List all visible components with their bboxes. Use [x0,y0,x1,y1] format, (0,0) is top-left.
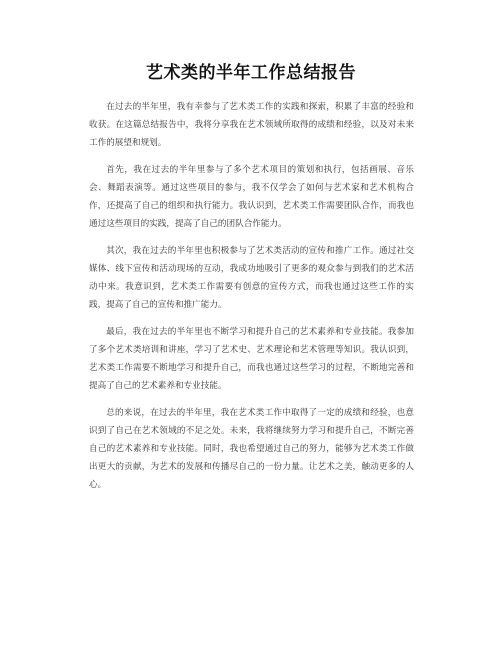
paragraph-learning: 最后，我在过去的半年里也不断学习和提升自己的艺术素养和专业技能。我参加了多个艺术类培训和讲座，学习了艺术史、艺术理论和艺术管理等知识。我认识到，艺术类工作需要不断地学习和提升自己，而我也通过这些学习的过程，不断地完善和提高了自己的艺术素养和专业技能。 [89,327,414,391]
paragraph-intro: 在过去的半年里，我有幸参与了艺术类工作的实践和探索，积累了丰富的经验和收获。在这篇总结报告中，我将分享我在艺术领域所取得的成绩和经验，以及对未来工作的展望和规划。 [89,102,414,148]
document-body [89,98,414,503]
paragraph-projects: 首先，我在过去的半年里参与了多个艺术项目的策划和执行，包括画展、音乐会、舞蹈表演等。通过这些项目的参与，我不仅学会了如何与艺术家和艺术机构合作，还提高了自己的组织和执行能力。我认识到，艺术类工作需要团队合作，而我也通过这些项目的实践，提高了自己的团队合作能力。 [89,165,414,229]
document-title: 艺术类的半年工作总结报告 [146,63,356,83]
paragraph-promotion: 其次，我在过去的半年里也积极参与了艺术类活动的宣传和推广工作。通过社交媒体、线下宣传和活动现场的互动，我成功地吸引了更多的观众参与到我们的艺术活动中来。我意识到，艺术类工作需要有创意的宣传方式，而我也通过这些工作的实践，提高了自己的宣传和推广能力。 [89,246,414,310]
paragraph-conclusion: 总的来说，在过去的半年里，我在艺术类工作中取得了一定的成绩和经验，也意识到了自己在艺术领域的不足之处。未来，我将继续努力学习和提升自己，不断完善自己的艺术素养和专业技能。同时，我也希望通过自己的努力，能够为艺术类工作做出更大的贡献，为艺术的发展和传播尽自己的一份力量。让艺术之美，触动更多的人心。 [89,408,414,490]
